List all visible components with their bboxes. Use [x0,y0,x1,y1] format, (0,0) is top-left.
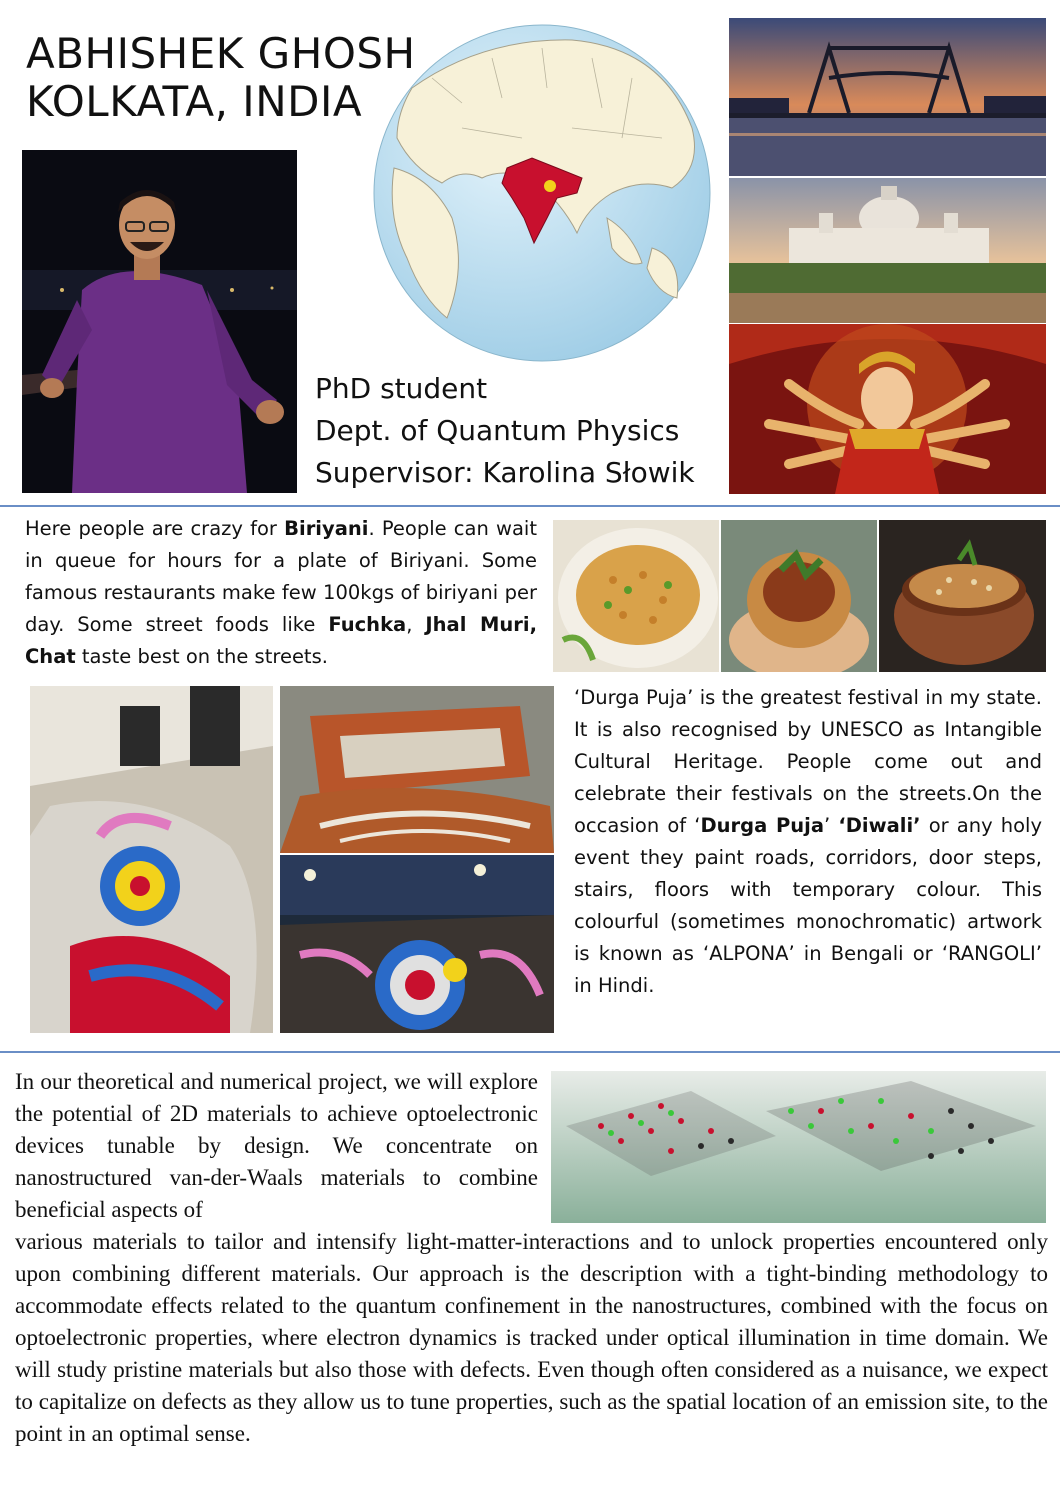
globe-map [372,18,712,368]
research-intro: In our theoretical and numerical project, we will explore the potential of 2D materials to achieve optoelectronic devices tunable by design. We concentrate on nanostructured van-der-Waals materials to combine beneficial aspects of [15,1069,538,1222]
fuchka-photo [721,520,877,672]
person-name: ABHISHEK GHOSH [26,29,416,78]
2d-material-illustration [551,1071,1046,1223]
profile-info [315,368,695,494]
section-divider-2 [0,1051,1060,1053]
alpona-street-photo [280,855,554,1033]
role-text: PhD student [315,372,488,405]
biriyani-photo [879,520,1046,672]
jhal-muri-photo [553,520,719,672]
victoria-memorial-photo [729,178,1046,323]
howrah-bridge-photo [729,18,1046,176]
portrait-photo [22,150,297,493]
research-body: various materials to tailor and intensify light-matter-interactions and to unlock properties encountered only upon combining different materials. Our approach is the description with a tight-binding methodology to accommodate effects related to the quantum confinement in the nanostructures, combined with the focus on optoelectronic properties, where electron dynamics is tracked under optical illumination in time domain. We will study pristine materials but also those with defects. Even though often considered as a nuisance, we expect to capitalize on defects as they allow us to tune properties, such as the spatial location of an emission site, to the point in an optimal sense. [15,1229,1048,1446]
alpona-stage-photo [280,686,554,853]
fuchka-highlight: Fuchka [328,613,407,636]
diwali-highlight: ‘Diwali’ [838,814,921,837]
biriyani-highlight: Biriyani [284,517,369,540]
section-divider-1 [0,505,1060,507]
department-text: Dept. of Quantum Physics [315,414,680,447]
durga-puja-highlight: Durga Puja [700,814,824,837]
street-food-highlight: Jhal Muri, Chat [25,613,538,668]
food-paragraph: Here people are crazy for Biriyani. People can wait in queue for hours for a plate of Biriyani. Some famous restaurants make few 100kgs of biriyani per day. Some street foods like Fuchka, Jhal Muri, Chat taste best on the streets. [25,517,538,668]
person-location: KOLKATA, INDIA [26,77,363,126]
durga-idol-photo [729,324,1046,494]
alpona-corridor-photo [30,686,273,1033]
festival-paragraph: ‘Durga Puja’ is the greatest festival in my state. It is also recognised by UNESCO as Intangible Cultural Heritage. People come out and celebrate their festivals on the streets.On the occasion of ‘Durga Puja’ ‘Diwali’ or any holy event they paint roads, corridors, door steps, stairs, floors with temporary colour. This colourful (sometimes monochromatic) artwork is known as ‘ALPONA’ in Bengali or ‘RANGOLI’ in Hindi. [574,686,1042,997]
page-title [26,30,416,126]
supervisor-text: Supervisor: Karolina Słowik [315,456,695,489]
